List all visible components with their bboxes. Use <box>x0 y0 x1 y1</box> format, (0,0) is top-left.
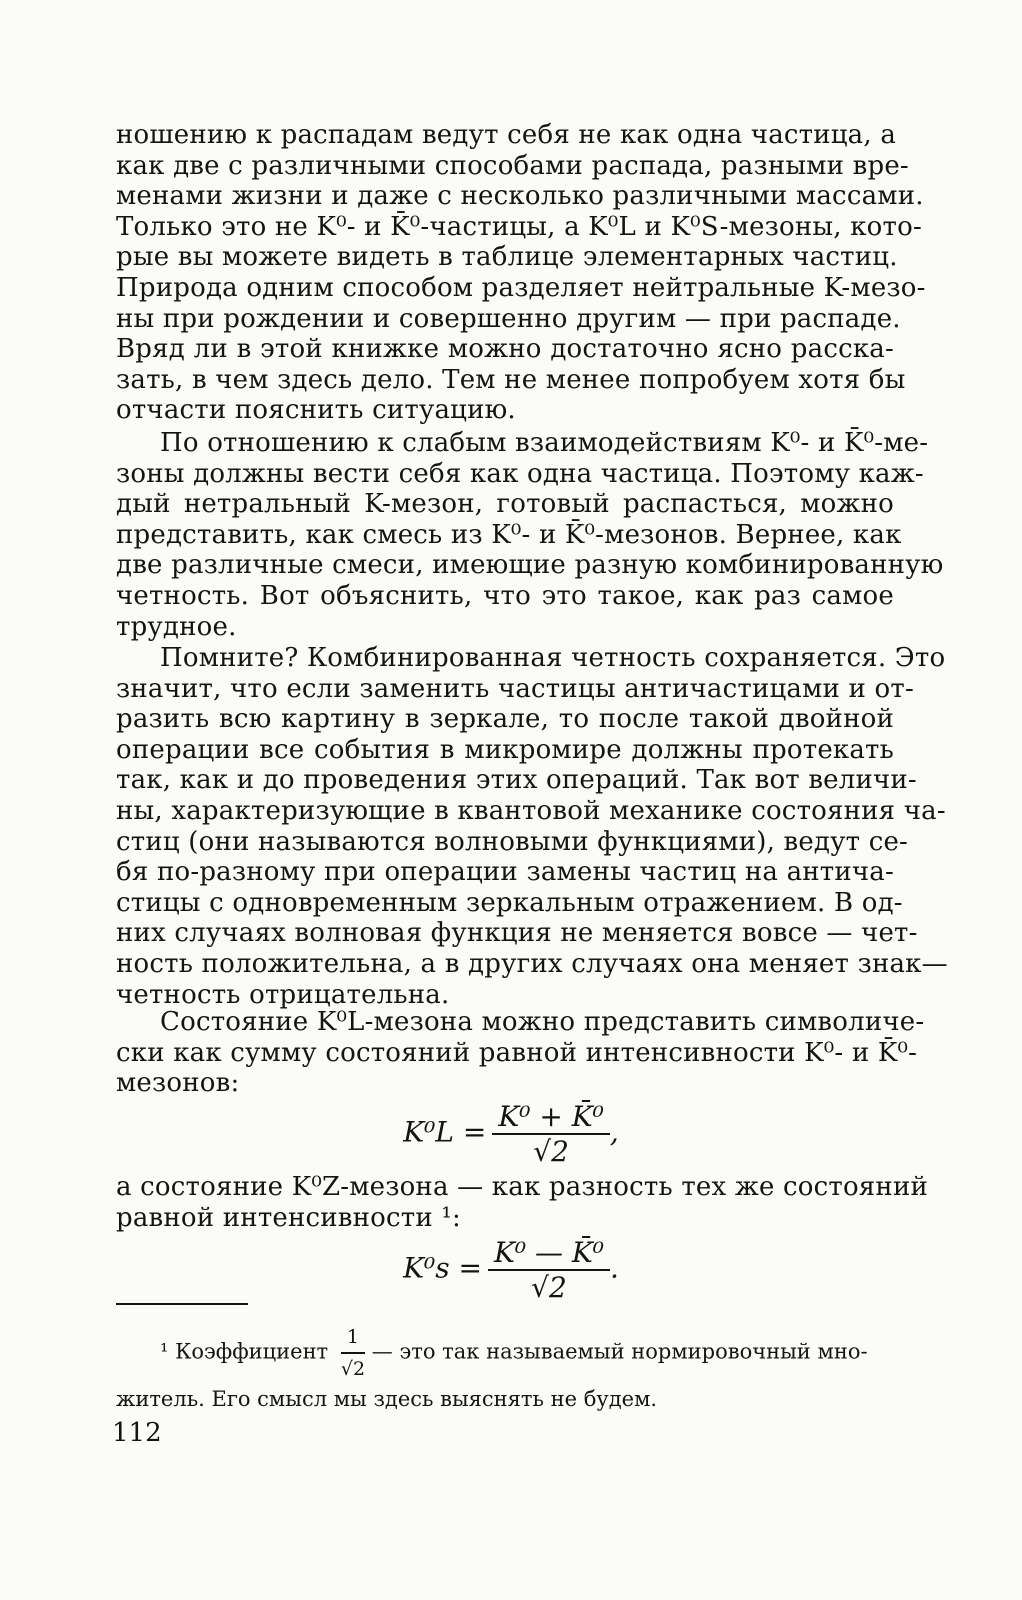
equation-fraction <box>488 1236 610 1304</box>
text-line: ски как сумму состояний равной интенсивности K⁰- и K̄⁰- <box>116 1037 918 1068</box>
footnote-denominator: √2 <box>340 1358 366 1380</box>
equation-lhs: K⁰s = <box>403 1251 482 1285</box>
text-line: четность отрицательна. <box>116 979 450 1010</box>
equation-denominator: √2 <box>531 1271 567 1304</box>
page-number: 112 <box>112 1418 162 1448</box>
text-line: так, как и до проведения этих операций. Так вот величи- <box>116 765 917 796</box>
footnote-fraction <box>341 1322 365 1384</box>
paragraph-5 <box>116 1172 929 1233</box>
text-line: ны при рождении и совершенно другим — при распаде. <box>116 303 901 334</box>
text-line: Помните? Комбинированная четность сохраняется. Это <box>160 643 946 673</box>
text-line: бя по-разному при операции замены частиц на антича- <box>116 857 894 888</box>
footnote-divider <box>116 1303 248 1305</box>
equation-fraction <box>492 1100 610 1168</box>
paragraph-2 <box>116 428 944 642</box>
paragraph-1 <box>116 120 926 426</box>
text-line: разить всю картину в зеркале, то после такой двойной <box>116 704 894 735</box>
paragraph-3 <box>116 643 948 1010</box>
text-line: а состояние K⁰Z-мезона — как разность тех же состояний <box>116 1172 929 1202</box>
text-line: операции все события в микромире должны протекать <box>116 734 894 765</box>
equation-numerator: K⁰ — K̄⁰ <box>488 1236 610 1271</box>
paragraph-4 <box>116 1007 925 1099</box>
text-line: зать, в чем здесь дело. Тем не менее попробуем хотя бы <box>116 364 906 395</box>
equation-kl <box>0 1100 1022 1168</box>
footnote-text: житель. Его смысл мы здесь выяснять не будем. <box>116 1387 658 1411</box>
footnote-mark: ¹ <box>160 1339 169 1364</box>
text-line: ношению к распадам ведут себя не как одна частица, а <box>116 120 897 150</box>
text-line: стицы с одновременным зеркальным отражением. В од- <box>116 887 903 918</box>
text-line: представить, как смесь из K⁰- и K̄⁰-мезонов. Вернее, как <box>116 519 902 550</box>
equation-numerator: K⁰ + K̄⁰ <box>492 1100 610 1135</box>
footnote <box>116 1322 894 1414</box>
equation-denominator: √2 <box>533 1135 569 1168</box>
text-line: них случаях волновая функция не меняется вовсе — чет- <box>116 918 918 949</box>
text-line: По отношению к слабым взаимодействиям K⁰- и K̄⁰-ме- <box>160 428 929 458</box>
text-line: ность положительна, а в других случаях она меняет знак— <box>116 948 948 979</box>
text-line: равной интенсивности ¹: <box>116 1202 461 1233</box>
text-line: Вряд ли в этой книжке можно достаточно ясно расска- <box>116 334 894 365</box>
text-line: дый нетральный K-мезон, готовый распасться, можно <box>116 489 894 520</box>
text-line: значит, что если заменить частицы античастицами и от- <box>116 673 914 704</box>
equation-punctuation: . <box>610 1251 619 1285</box>
text-line: две различные смеси, имеющие разную комбинированную <box>116 550 944 581</box>
text-line: менами жизни и даже с несколько различными массами. <box>116 181 924 212</box>
text-line: как две с различными способами распада, разными вре- <box>116 150 909 181</box>
text-line: мезонов: <box>116 1068 240 1099</box>
text-line: Только это не K⁰- и K̄⁰-частицы, а K⁰L и K⁰S-мезоны, кото- <box>116 211 922 242</box>
footnote-text: Коэффициент <box>175 1339 329 1364</box>
text-line: ны, характеризующие в квантовой механике состояния ча- <box>116 795 946 826</box>
text-line: четность. Вот объяснить, что это такое, как раз самое <box>116 580 894 611</box>
text-line: отчасти пояснить ситуацию. <box>116 395 516 426</box>
text-line: зоны должны вести себя как одна частица. Поэтому каж- <box>116 458 924 489</box>
equation-punctuation: , <box>609 1115 619 1149</box>
text-line: рые вы можете видеть в таблице элементарных частиц. <box>116 242 898 273</box>
equation-lhs: K⁰L = <box>403 1115 487 1149</box>
text-line: Природа одним способом разделяет нейтральные K-мезо- <box>116 272 926 303</box>
footnote-numerator: 1 <box>341 1322 365 1354</box>
text-line: стиц (они называются волновыми функциями), ведут се- <box>116 826 909 857</box>
footnote-text: — это так называемый нормировочный мно- <box>371 1339 868 1364</box>
equation-ks <box>0 1236 1022 1304</box>
text-line: Состояние K⁰L-мезона можно представить символиче- <box>160 1007 925 1037</box>
text-line: трудное. <box>116 611 237 642</box>
